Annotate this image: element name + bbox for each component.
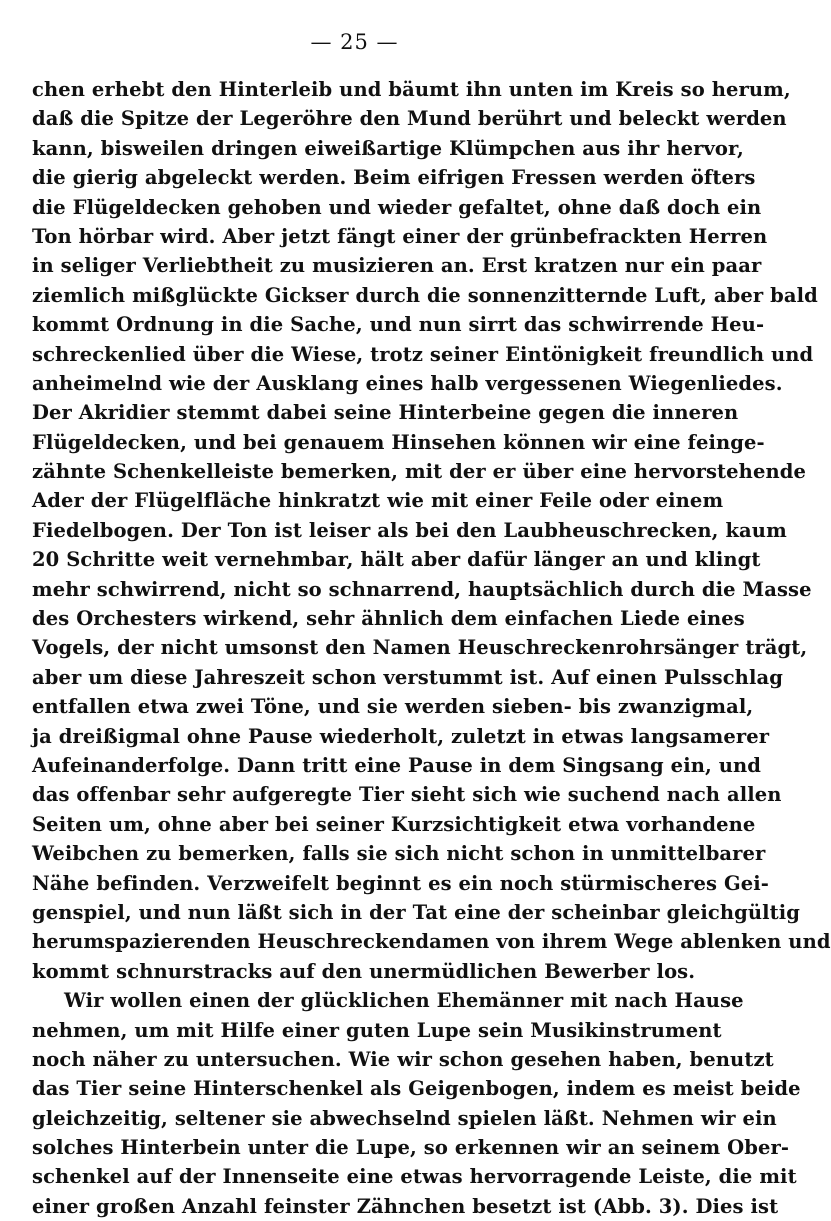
text-line: entfallen etwa zwei Töne, und sie werden sieben- bis zwanzigmal, xyxy=(32,695,754,719)
text-line: das offenbar sehr aufgeregte Tier sieht sich wie suchend nach allen xyxy=(32,783,782,807)
text-line: die Flügeldecken gehoben und wieder gefaltet, ohne daß doch ein xyxy=(32,195,762,219)
text-line: ziemlich mißglückte Gickser durch die sonnenzitternde Luft, aber bald xyxy=(32,283,818,307)
text-line: das Tier seine Hinterschenkel als Geigenbogen, indem es meist beide xyxy=(32,1077,801,1101)
text-line: Wir wollen einen der glücklichen Ehemänner mit nach Hause xyxy=(64,989,744,1013)
body-text xyxy=(32,75,831,1221)
text-line: schenkel auf der Innenseite eine etwas hervorragende Leiste, die mit xyxy=(32,1165,797,1189)
text-line: Ton hörbar wird. Aber jetzt fängt einer der grünbefrackten Herren xyxy=(32,224,768,248)
text-line: Weibchen zu bemerken, falls sie sich nicht schon in unmittelbarer xyxy=(32,842,766,866)
text-line: chen erhebt den Hinterleib und bäumt ihn unten im Kreis so herum, xyxy=(32,78,791,101)
paragraph-1 xyxy=(32,75,831,986)
text-line: Nähe befinden. Verzweifelt beginnt es ein noch stürmischeres Gei- xyxy=(32,871,769,895)
text-line: des Orchesters wirkend, sehr ähnlich dem einfachen Liede eines xyxy=(32,607,745,631)
text-line: ja dreißigmal ohne Pause wiederholt, zuletzt in etwas langsamerer xyxy=(32,724,770,748)
text-line: in seliger Verliebtheit zu musizieren an. Erst kratzen nur ein paar xyxy=(32,254,762,278)
text-line: herumspazierenden Heuschreckendamen von ihrem Wege ablenken und xyxy=(32,930,831,954)
text-line: Flügeldecken, und bei genauem Hinsehen können wir eine feinge- xyxy=(32,430,765,454)
text-line: kann, bisweilen dringen eiweißartige Klümpchen aus ihr hervor, xyxy=(32,136,744,160)
text-line: Der Akridier stemmt dabei seine Hinterbeine gegen die inneren xyxy=(32,401,739,425)
text-line: daß die Spitze der Legeröhre den Mund berührt und beleckt werden xyxy=(32,107,787,131)
text-line: kommt schnurstracks auf den unermüdlichen Bewerber los. xyxy=(32,959,696,983)
text-line: schreckenlied über die Wiese, trotz seiner Eintönigkeit freundlich und xyxy=(32,342,814,366)
text-line: nehmen, um mit Hilfe einer guten Lupe sein Musikinstrument xyxy=(32,1018,722,1042)
text-line: Fiedelbogen. Der Ton ist leiser als bei den Laubheuschrecken, kaum xyxy=(32,518,787,542)
page-number: — 25 — xyxy=(310,30,399,54)
text-line: genspiel, und nun läßt sich in der Tat eine der scheinbar gleichgültig xyxy=(32,900,800,924)
text-line: Seiten um, ohne aber bei seiner Kurzsichtigkeit etwa vorhandene xyxy=(32,812,756,836)
text-line: aber um diese Jahreszeit schon verstummt ist. Auf einen Pulsschlag xyxy=(32,665,783,689)
text-line: 20 Schritte weit vernehmbar, hält aber dafür länger an und klingt xyxy=(32,548,761,572)
text-line: gleichzeitig, seltener sie abwechselnd spielen läßt. Nehmen wir ein xyxy=(32,1106,777,1130)
text-line: Aufeinanderfolge. Dann tritt eine Pause in dem Singsang ein, und xyxy=(32,753,762,777)
text-line: mehr schwirrend, nicht so schnarrend, hauptsächlich durch die Masse xyxy=(32,577,812,601)
text-line: Vogels, der nicht umsonst den Namen Heuschreckenrohrsänger trägt, xyxy=(32,636,808,660)
text-line: einer großen Anzahl feinster Zähnchen besetzt ist (Abb. 3). Dies ist xyxy=(32,1194,779,1218)
text-line: Ader der Flügelfläche hinkratzt wie mit einer Feile oder einem xyxy=(32,489,724,513)
text-line: die gierig abgeleckt werden. Beim eifrigen Fressen werden öfters xyxy=(32,166,756,190)
text-line: noch näher zu untersuchen. Wie wir schon gesehen haben, benutzt xyxy=(32,1047,774,1071)
text-line: zähnte Schenkelleiste bemerken, mit der er über eine hervorstehende xyxy=(32,460,806,484)
paragraph-2 xyxy=(32,986,801,1221)
text-line: anheimelnd wie der Ausklang eines halb vergessenen Wiegenliedes. xyxy=(32,371,783,395)
text-line: kommt Ordnung in die Sache, und nun sirrt das schwirrende Heu- xyxy=(32,313,765,337)
text-line: solches Hinterbein unter die Lupe, so erkennen wir an seinem Ober- xyxy=(32,1136,790,1160)
